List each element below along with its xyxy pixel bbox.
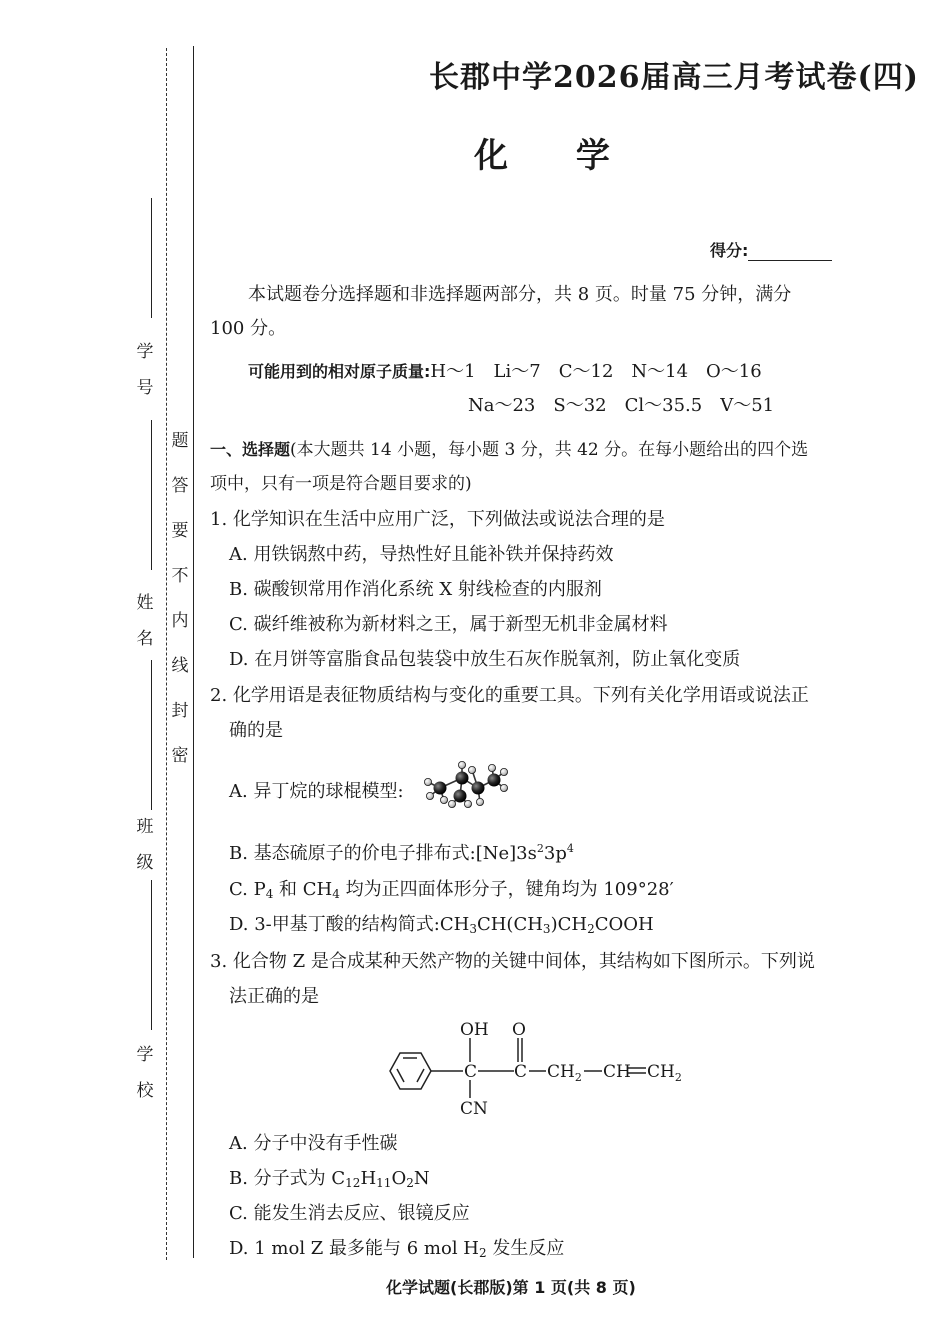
student-name-blank[interactable] [151, 420, 152, 570]
c1-label: C [464, 1062, 478, 1082]
q2-stem-2: 确的是 [229, 720, 283, 741]
student-name-label: 姓 名 [136, 593, 154, 649]
q3-option-d[interactable]: D. 1 mol Z 最多能与 6 mol $H_2$ 发生反应 [229, 1238, 565, 1260]
class-label: 班 级 [136, 817, 154, 873]
margin-dashed-line [166, 48, 167, 1260]
section-desc-2: 项中，只有一项是符合题目要求的) [210, 474, 472, 494]
q2-option-a[interactable]: A. 异丁烷的球棍模型: [229, 781, 404, 802]
q2-stem-1: 2. 化学用语是表征物质结构与变化的重要工具。下列有关化学用语或说法正 [210, 685, 809, 706]
seal-char: 密 [171, 746, 189, 766]
student-id-label: 学 号 [136, 342, 154, 398]
q1-option-a[interactable]: A. 用铁锅熬中药，导热性好且能补铁并保持药效 [229, 544, 614, 565]
seal-char: 要 [171, 521, 189, 541]
school-label: 学 校 [136, 1045, 154, 1101]
atomic-mass-values-1: H～1 Li～7 C～12 N～14 O～16 [430, 361, 762, 382]
margin-outer-line [193, 46, 194, 1258]
seal-char: 线 [171, 656, 189, 676]
ch2-label: $CH_2$ [547, 1062, 582, 1084]
section-heading-row [210, 439, 808, 461]
seal-notice [170, 432, 190, 765]
score-blank[interactable] [748, 240, 832, 261]
page-footer: 化学试题(长郡版)第 1 页(共 8 页) [386, 1278, 636, 1297]
q3-stem-2: 法正确的是 [229, 986, 319, 1007]
seal-char: 题 [171, 431, 189, 451]
c2-label: C [514, 1062, 528, 1082]
atomic-mass-label: 可能用到的相对原子质量: [248, 362, 431, 381]
terminal-ch2-label: $CH_2$ [647, 1062, 682, 1084]
q3-stem-1: 3. 化合物 Z 是合成某种天然产物的关键中间体，其结构如下图所示。下列说 [210, 951, 815, 972]
q1-option-c[interactable]: C. 碳纤维被称为新材料之王，属于新型无机非金属材料 [229, 614, 668, 635]
isobutane-ball-stick-model [418, 758, 510, 810]
score-field [710, 238, 832, 261]
score-label: 得分: [710, 241, 749, 260]
class-blank[interactable] [151, 660, 152, 810]
atomic-mass-values-2: Na～23 S～32 Cl～35.5 V～51 [468, 395, 775, 416]
compound-z-structure [384, 1016, 694, 1120]
cn-label: CN [460, 1099, 488, 1119]
q2-option-b[interactable]: B. 基态硫原子的价电子排布式$:[Ne]3s^23p^4$ [229, 842, 574, 864]
section-heading: 一、选择题 [210, 440, 291, 459]
q3-option-c[interactable]: C. 能发生消去反应、银镜反应 [229, 1203, 470, 1224]
subject-title: 化 学 [474, 136, 638, 176]
carbonyl-o-label: O [512, 1020, 526, 1040]
q1-option-d[interactable]: D. 在月饼等富脂食品包装袋中放生石灰作脱氧剂，防止氧化变质 [229, 649, 741, 670]
ch-label: CH [603, 1062, 631, 1082]
benzene-ring [390, 1053, 431, 1089]
q3-option-a[interactable]: A. 分子中没有手性碳 [229, 1133, 398, 1154]
seal-char: 内 [171, 611, 189, 631]
q1-stem: 1. 化学知识在生活中应用广泛，下列做法或说法合理的是 [210, 509, 665, 530]
intro-line-1: 本试题卷分选择题和非选择题两部分，共 8 页。时量 75 分钟，满分 [248, 284, 792, 305]
q2-option-d[interactable]: D. 3-甲基丁酸的结构简式$:CH_3CH(CH_3)CH_2COOH$ [229, 914, 654, 936]
student-id-blank[interactable] [151, 198, 152, 318]
seal-char: 答 [171, 476, 189, 496]
school-blank[interactable] [151, 880, 152, 1030]
exam-title: 长郡中学2026届高三月考试卷(四) [429, 60, 919, 95]
intro-line-2: 100 分。 [210, 318, 287, 339]
seal-char: 封 [171, 701, 189, 721]
q3-option-b[interactable]: B. 分子式为 $C_{12}H_{11}O_2N$ [229, 1168, 430, 1190]
oh-label: OH [460, 1020, 489, 1040]
atomic-mass-row-1 [248, 361, 762, 383]
seal-char: 不 [171, 566, 189, 586]
q2-option-c[interactable]: C. $P_4$ 和 $CH_4$ 均为正四面体形分子，键角均为 109°28′ [229, 879, 674, 901]
q1-option-b[interactable]: B. 碳酸钡常用作消化系统 X 射线检查的内服剂 [229, 579, 602, 600]
section-desc-1: (本大题共 14 小题，每小题 3 分，共 42 分。在每小题给出的四个选 [290, 440, 809, 460]
